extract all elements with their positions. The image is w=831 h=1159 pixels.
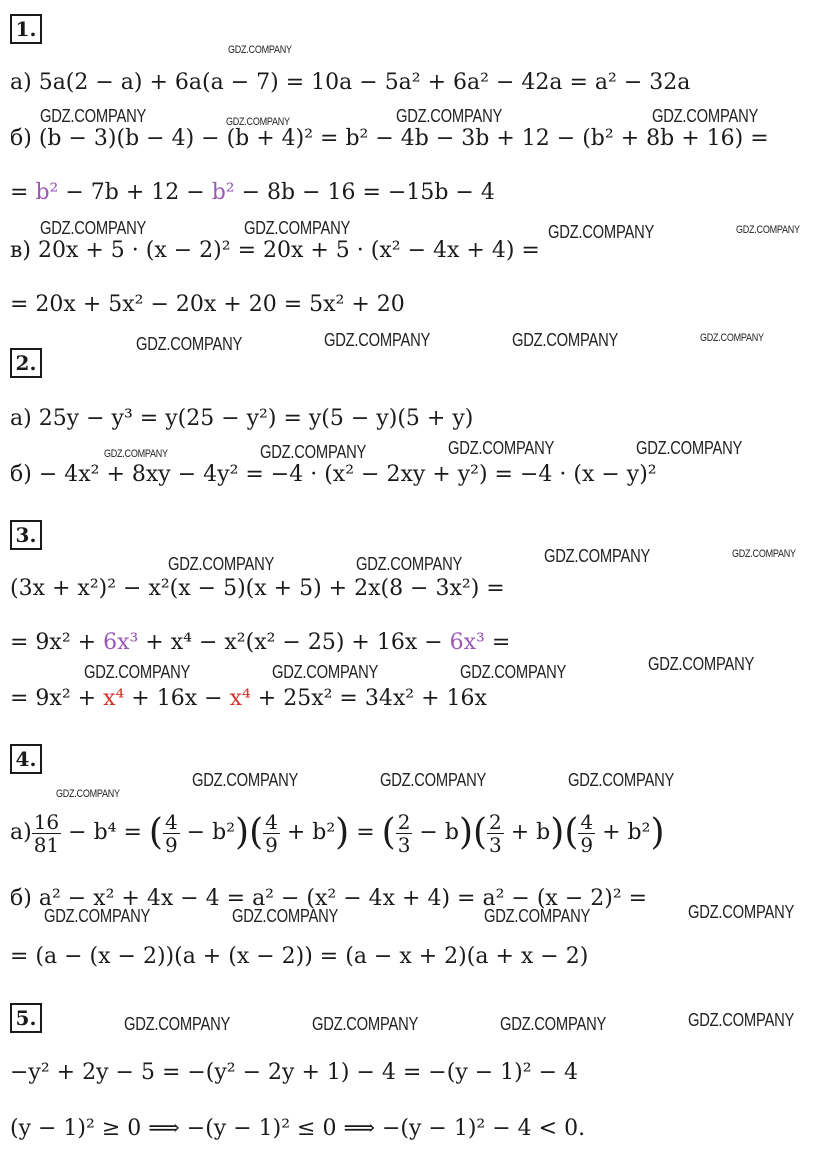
highlight-term: 6x³	[449, 630, 485, 655]
text: − b⁴ =	[61, 820, 149, 845]
task-number-2: 2.	[10, 348, 42, 378]
highlight-term: x⁴	[229, 686, 251, 711]
watermark: GDZ.COMPANY	[688, 902, 795, 922]
fraction	[163, 811, 180, 856]
denominator: 9	[164, 832, 178, 857]
watermark: GDZ.COMPANY	[636, 438, 743, 458]
paren: )	[550, 812, 565, 853]
numerator: 4	[580, 809, 594, 834]
fraction	[396, 811, 413, 856]
task-number-5: 5.	[10, 1003, 42, 1033]
task2-line-b: б) − 4x² + 8xy − 4y² = −4 · (x² − 2xy + y²) = −4 · (x − y)²	[10, 462, 657, 487]
paren: )	[458, 812, 473, 853]
watermark: GDZ.COMPANY	[548, 222, 655, 242]
fraction	[263, 811, 280, 856]
watermark: GDZ.COMPANY	[736, 224, 800, 236]
highlight-term: x⁴	[103, 686, 125, 711]
task1-line-b: б) (b − 3)(b − 4) − (b + 4)² = b² − 4b − 3b + 12 − (b² + 8b + 16) =	[10, 126, 769, 151]
paren: (	[381, 812, 396, 853]
fraction	[487, 811, 504, 856]
task1-line-a: а) 5a(2 − a) + 6a(a − 7) = 10a − 5a² + 6a² − 42a = a² − 32a	[10, 70, 691, 95]
text: + 16x −	[124, 686, 230, 711]
task5-line-2: (y − 1)² ≥ 0 ⟹ −(y − 1)² ≤ 0 ⟹ −(y − 1)² − 4 < 0.	[10, 1116, 586, 1141]
text: − b	[412, 820, 459, 845]
task2-line-a: а) 25y − y³ = y(25 − y²) = y(5 − y)(5 + y)	[10, 406, 474, 431]
paren: )	[650, 812, 665, 853]
watermark: GDZ.COMPANY	[484, 906, 591, 926]
numerator: 4	[265, 809, 278, 834]
denominator: 3	[489, 832, 502, 857]
denominator: 9	[265, 832, 278, 857]
paren: (	[472, 812, 488, 853]
watermark: GDZ.COMPANY	[688, 1010, 795, 1030]
highlight-term: b²	[35, 180, 59, 205]
watermark: GDZ.COMPANY	[56, 788, 120, 800]
task1-line-v: в) 20x + 5 · (x − 2)² = 20x + 5 · (x² − 4x + 4) =	[10, 238, 540, 263]
watermark: GDZ.COMPANY	[226, 116, 290, 128]
watermark: GDZ.COMPANY	[396, 106, 503, 126]
numerator: 2	[397, 809, 411, 834]
watermark: GDZ.COMPANY	[44, 906, 151, 926]
watermark: GDZ.COMPANY	[448, 438, 555, 458]
watermark: GDZ.COMPANY	[648, 654, 755, 674]
watermark: GDZ.COMPANY	[500, 1014, 607, 1034]
paren: (	[148, 812, 163, 853]
task4-line-a	[10, 808, 664, 858]
task5-line-1: −y² + 2y − 5 = −(y² − 2y + 1) − 4 = −(y − 1)² − 4	[10, 1060, 578, 1085]
watermark: GDZ.COMPANY	[356, 554, 463, 574]
highlight-term: 6x³	[103, 630, 139, 655]
item-label: а)	[10, 820, 32, 845]
paren: (	[249, 812, 264, 853]
text: = 9x² +	[10, 686, 104, 711]
watermark: GDZ.COMPANY	[168, 554, 275, 574]
task-number-4: 4.	[10, 744, 42, 774]
numerator: 2	[489, 809, 502, 834]
task1-line-b-cont	[10, 178, 495, 208]
text: + b²	[279, 820, 336, 845]
watermark: GDZ.COMPANY	[312, 1014, 419, 1034]
watermark: GDZ.COMPANY	[232, 906, 339, 926]
watermark: GDZ.COMPANY	[40, 218, 147, 238]
task4-line-b-cont: = (a − (x − 2))(a + (x − 2)) = (a − x + 2)(a + x − 2)	[10, 944, 589, 969]
watermark: GDZ.COMPANY	[272, 662, 379, 682]
watermark: GDZ.COMPANY	[700, 332, 764, 344]
task3-line-2	[10, 628, 510, 658]
watermark: GDZ.COMPANY	[512, 330, 619, 350]
paren: (	[564, 812, 579, 853]
task3-line-3	[10, 684, 487, 714]
text: + 25x² = 34x² + 16x	[250, 686, 487, 711]
numerator: 4	[164, 809, 178, 834]
fraction	[32, 811, 61, 856]
watermark: GDZ.COMPANY	[652, 106, 759, 126]
watermark: GDZ.COMPANY	[568, 770, 675, 790]
text: = 9x² +	[10, 630, 104, 655]
denominator: 81	[33, 832, 60, 857]
task1-line-v-cont: = 20x + 5x² − 20x + 20 = 5x² + 20	[10, 292, 405, 317]
text: − b²	[179, 820, 236, 845]
paren: )	[235, 812, 250, 853]
text: =	[484, 630, 511, 655]
watermark: GDZ.COMPANY	[136, 334, 243, 354]
watermark: GDZ.COMPANY	[84, 662, 191, 682]
numerator: 16	[33, 809, 60, 834]
text: − 8b − 16 = −15b − 4	[234, 180, 495, 205]
text: + b	[503, 820, 551, 845]
watermark: GDZ.COMPANY	[324, 330, 431, 350]
watermark: GDZ.COMPANY	[40, 106, 147, 126]
denominator: 9	[580, 832, 594, 857]
task-number-1: 1.	[10, 14, 42, 44]
text: + b²	[595, 820, 651, 845]
watermark: GDZ.COMPANY	[544, 546, 651, 566]
text: =	[349, 820, 382, 845]
highlight-term: b²	[211, 180, 235, 205]
task3-line-1: (3x + x²)² − x²(x − 5)(x + 5) + 2x(8 − 3x²) =	[10, 576, 505, 601]
watermark: GDZ.COMPANY	[124, 1014, 231, 1034]
watermark: GDZ.COMPANY	[260, 442, 367, 462]
watermark: GDZ.COMPANY	[380, 770, 487, 790]
task-number-3: 3.	[10, 520, 42, 550]
text: − 7b + 12 −	[58, 180, 212, 205]
watermark: GDZ.COMPANY	[192, 770, 299, 790]
watermark: GDZ.COMPANY	[732, 548, 796, 560]
text: =	[10, 180, 36, 205]
fraction	[578, 811, 595, 856]
watermark: GDZ.COMPANY	[104, 448, 168, 460]
task4-line-b: б) a² − x² + 4x − 4 = a² − (x² − 4x + 4) = a² − (x − 2)² =	[10, 886, 648, 911]
text: + x⁴ − x²(x² − 25) + 16x −	[138, 630, 450, 655]
watermark: GDZ.COMPANY	[460, 662, 567, 682]
watermark: GDZ.COMPANY	[228, 44, 292, 56]
paren: )	[335, 812, 350, 853]
watermark: GDZ.COMPANY	[244, 218, 351, 238]
denominator: 3	[397, 832, 411, 857]
